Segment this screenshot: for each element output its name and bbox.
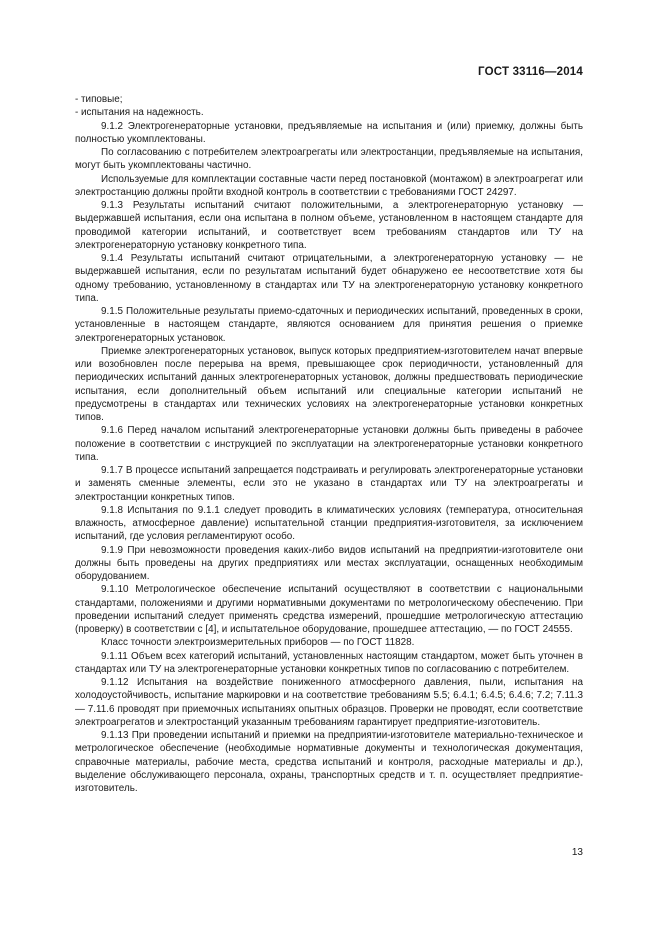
paragraph: По согласованию с потребителем электроагрегаты или электростанции, предъявляемые на испытания, могут быть укомплектованы частично. bbox=[75, 147, 583, 172]
paragraph: 9.1.5 Положительные результаты приемо-сдаточных и периодических испытаний, проведенных в сроки, установленные в настоящем стандарте, являются основанием для принятия решения о приемке электрогенераторных установок. bbox=[75, 306, 583, 344]
paragraph: 9.1.6 Перед началом испытаний электрогенераторные установки должны быть приведены в рабочее положение в соответствии с инструкцией по эксплуатации на электрогенераторные установки конкретного типа. bbox=[75, 425, 583, 463]
list-item: - испытания на надежность. bbox=[75, 107, 204, 119]
paragraph: 9.1.2 Электрогенераторные установки, предъявляемые на испытания и (или) приемку, должны быть полностью укомплектованы. bbox=[75, 120, 583, 145]
page-number: 13 bbox=[571, 847, 583, 858]
paragraph: 9.1.3 Результаты испытаний считают положительными, а электрогенераторную установку — выдержавшей испытания, если она испытана в полном объеме, установленном в настоящем стандарте для проводимой категории испытаний, и соответствует всем требованиям стандартов или ТУ на электрогенераторную установку конкретного типа. bbox=[75, 200, 583, 251]
document-body bbox=[75, 93, 583, 795]
paragraph: 9.1.8 Испытания по 9.1.1 следует проводить в климатических условиях (температура, относительная влажность, атмосферное давление) испытательной станции предприятия-изготовителя, за исключением испытаний, где условия регламентируют особо. bbox=[75, 504, 583, 543]
standard-header: ГОСТ 33116—2014 bbox=[478, 66, 583, 78]
paragraph: 9.1.12 Испытания на воздействие пониженного атмосферного давления, пыли, испытания на холодоустойчивость, испытание маркировки и на соответствие требованиям 5.5; 6.4.1; 6.4.5; 6.4.6; 7.2; 7.11.3 — 7.11.6 проводят при приемочных испытаниях опытных образцов. Проверки не проводят, если соответствие электроагрегатов и электростанций указанным требованиям гарантирует предприятие-изготовитель. bbox=[75, 677, 583, 728]
paragraph: 9.1.9 При невозможности проведения каких-либо видов испытаний на предприятии-изготовителе они должны быть проведены на других предприятиях или местах эксплуатации, оснащенных необходимым оборудованием. bbox=[75, 544, 583, 582]
paragraph: 9.1.10 Метрологическое обеспечение испытаний осуществляют в соответствии с национальными стандартами, положениями и другими нормативными документами по метрологическому обеспечению. При проведении испытаний следует применять средства измерений, прошедшие метрологическую аттестацию (проверку) в соответствии с [4], и испытательное оборудование, прошедшее аттестацию, — по ГОСТ 24555. bbox=[75, 584, 583, 635]
paragraph: 9.1.11 Объем всех категорий испытаний, установленных настоящим стандартом, может быть уточнен в стандартах или ТУ на электрогенераторные установки конкретных типов по согласованию с потребителем. bbox=[75, 650, 583, 675]
paragraph: Используемые для комплектации составные части перед постановкой (монтажом) в электроагрегат или электростанцию должны пройти входной контроль в соответствии с требованиями ГОСТ 24297. bbox=[75, 173, 583, 198]
paragraph: 9.1.7 В процессе испытаний запрещается подстраивать и регулировать электрогенераторные установки и заменять сменные элементы, если это не указано в стандартах или ТУ на электроагрегаты и электростанции конкретных типов. bbox=[75, 465, 583, 503]
list-item: - типовые; bbox=[75, 94, 123, 105]
paragraph: Приемке электрогенераторных установок, выпуск которых предприятием-изготовителем начат впервые или возобновлен после перерыва на время, превышающее срок периодичности, установленный для периодических испытаний данных электрогенераторных установок, должны предшествовать периодические испытания, если дополнительный объем испытаний или специальные категории испытаний не предусмотрены в стандартах или технических условиях на электрогенераторные установки конкретных типов. bbox=[75, 345, 583, 423]
paragraph: Класс точности электроизмерительных приборов — по ГОСТ 11828. bbox=[101, 637, 415, 649]
paragraph: 9.1.4 Результаты испытаний считают отрицательными, а электрогенераторную установку — не выдержавшей испытания, если по результатам испытаний будет обнаружено ее несоответствие хотя бы одному требованию, установленному в стандартах или ТУ на электрогенераторную установку конкретного типа. bbox=[75, 253, 583, 304]
paragraph: 9.1.13 При проведении испытаний и приемки на предприятии-изготовителе материально-техническое и метрологическое обеспечение (необходимые нормативные документы и технологическая документация, справочные материалы, рабочие места, средства испытаний и контроля, расходные материалы и др.), выделение обслуживающего персонала, охраны, транспортных средств и т. п. осуществляет предприятие-изготовитель. bbox=[75, 730, 583, 794]
